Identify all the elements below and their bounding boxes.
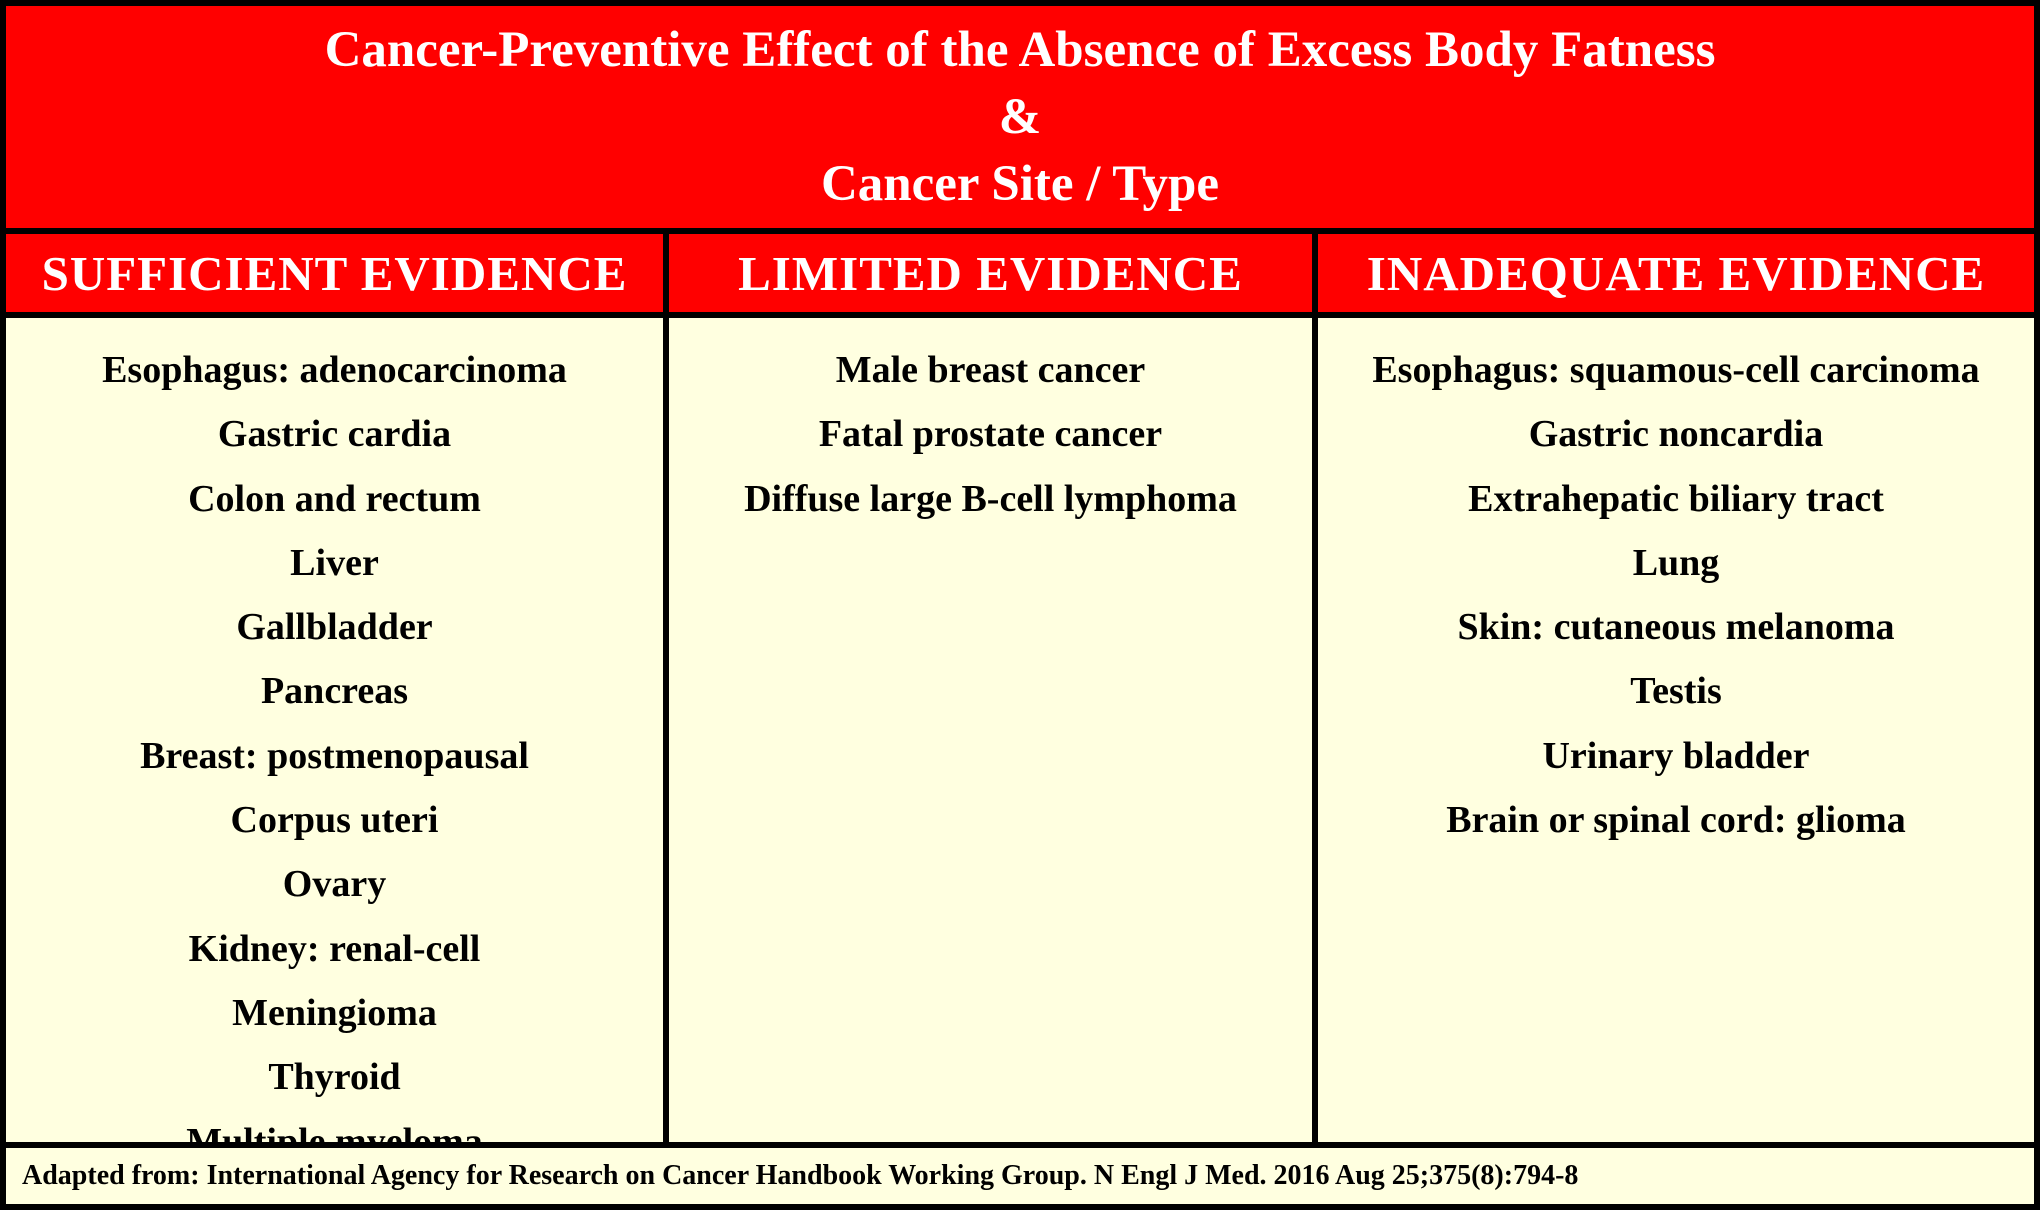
source-citation: Adapted from: International Agency for Research on Cancer Handbook Working Group. N Engl J Med. 2016 Aug 25;375(8):794-8 [6,1142,2034,1204]
cancer-site-item: Gallbladder [236,606,433,649]
evidence-columns [6,234,2034,1142]
cancer-site-item: Lung [1632,541,1720,584]
cancer-site-item: Diffuse large B-cell lymphoma [744,477,1237,520]
cancer-site-item: Gastric noncardia [1528,413,1824,456]
cancer-site-item: Colon and rectum [188,477,481,520]
column-header: SUFFICIENT EVIDENCE [6,234,663,318]
title-line-1: Cancer-Preventive Effect of the Absence of Excess Body Fatness [324,21,1716,78]
cancer-site-item: Liver [290,541,379,584]
cancer-site-item: Skin: cutaneous melanoma [1457,606,1895,649]
cancer-site-item: Kidney: renal-cell [188,927,481,970]
column-limited-evidence [663,234,1312,1142]
title-line-2: & [998,88,1042,145]
cancer-site-item: Fatal prostate cancer [818,413,1163,456]
column-inadequate-evidence [1312,234,2034,1142]
cancer-site-item: Extrahepatic biliary tract [1468,477,1884,520]
column-list [6,318,663,1174]
cancer-site-item: Esophagus: adenocarcinoma [102,349,567,391]
column-sufficient-evidence [6,234,663,1142]
cancer-site-item: Gastric cardia [217,413,452,456]
cancer-site-item: Pancreas [260,670,409,713]
cancer-site-item: Testis [1630,670,1722,713]
cancer-site-item: Male breast cancer [835,349,1146,391]
column-list [669,318,1312,1142]
table-title [6,6,2034,234]
cancer-site-item: Ovary [282,863,387,906]
cancer-site-item: Esophagus: squamous-cell carcinoma [1372,349,1980,391]
cancer-site-item: Thyroid [268,1056,401,1099]
cancer-site-item: Breast: postmenopausal [140,734,529,777]
cancer-site-item: Urinary bladder [1542,734,1810,777]
column-header: INADEQUATE EVIDENCE [1318,234,2034,318]
cancer-site-item: Corpus uteri [230,799,439,842]
cancer-site-item: Meningioma [232,991,437,1034]
column-list [1318,318,2034,1142]
column-header: LIMITED EVIDENCE [669,234,1312,318]
cancer-site-item: Brain or spinal cord: glioma [1446,799,1906,842]
title-line-3: Cancer Site / Type [820,155,1220,212]
